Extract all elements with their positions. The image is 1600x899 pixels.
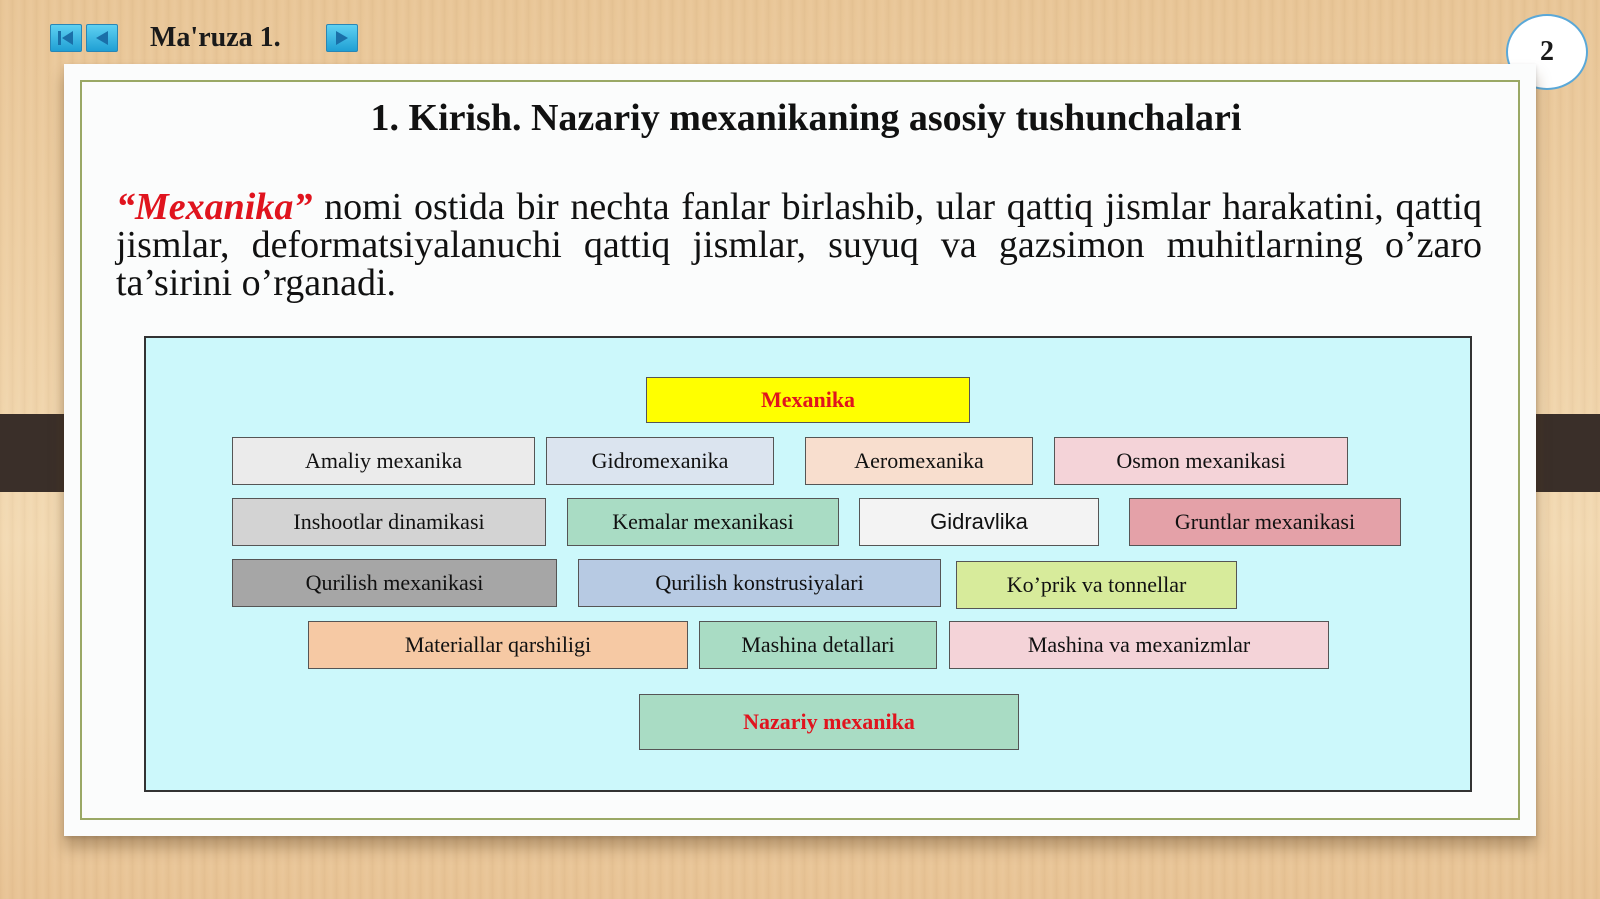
diagram-box: Ko’prik va tonnellar <box>956 561 1237 609</box>
slide-title: 1. Kirish. Nazariy mexanikaning asosiy tushunchalari <box>370 97 1242 139</box>
diagram-box: Qurilish konstrusiyalari <box>578 559 941 607</box>
slide-number-badge: 2 <box>1506 14 1588 90</box>
paragraph-text: nomi ostida bir nechta fanlar birlashib, ular qattiq jismlar harakatini, qattiq jismlar, deformatsiyalanuchi qattiq jismlar, suyuq va gazsimon muhitlarning o’zaro ta’sirini o’rganadi. <box>116 186 1482 304</box>
diagram-box: Aeromexanika <box>805 437 1033 485</box>
diagram-box-nazariy-mexanika: Nazariy mexanika <box>639 694 1019 750</box>
highlight-term: “Mexanika” <box>116 186 313 228</box>
next-slide-icon <box>332 29 352 47</box>
intro-paragraph <box>116 188 1482 302</box>
diagram-box: Mashina detallari <box>699 621 937 669</box>
diagram-box: Kemalar mexanikasi <box>567 498 839 546</box>
lecture-label: Ma'ruza 1. <box>150 22 281 53</box>
next-slide-button[interactable] <box>326 24 358 52</box>
diagram-box: Osmon mexanikasi <box>1054 437 1348 485</box>
diagram-box: Materiallar qarshiligi <box>308 621 688 669</box>
diagram-box: Inshootlar dinamikasi <box>232 498 546 546</box>
diagram-box: Amaliy mexanika <box>232 437 535 485</box>
previous-slide-button[interactable] <box>86 24 118 52</box>
first-slide-button[interactable] <box>50 24 82 52</box>
diagram-box: Gidravlika <box>859 498 1099 546</box>
diagram-box: Gruntlar mexanikasi <box>1129 498 1401 546</box>
previous-slide-icon <box>92 29 112 47</box>
first-slide-icon <box>56 29 76 47</box>
diagram-box: Mashina va mexanizmlar <box>949 621 1329 669</box>
diagram-box: Qurilish mexanikasi <box>232 559 557 607</box>
mechanics-diagram <box>144 336 1472 792</box>
diagram-box-mexanika: Mexanika <box>646 377 970 423</box>
diagram-box: Gidromexanika <box>546 437 774 485</box>
